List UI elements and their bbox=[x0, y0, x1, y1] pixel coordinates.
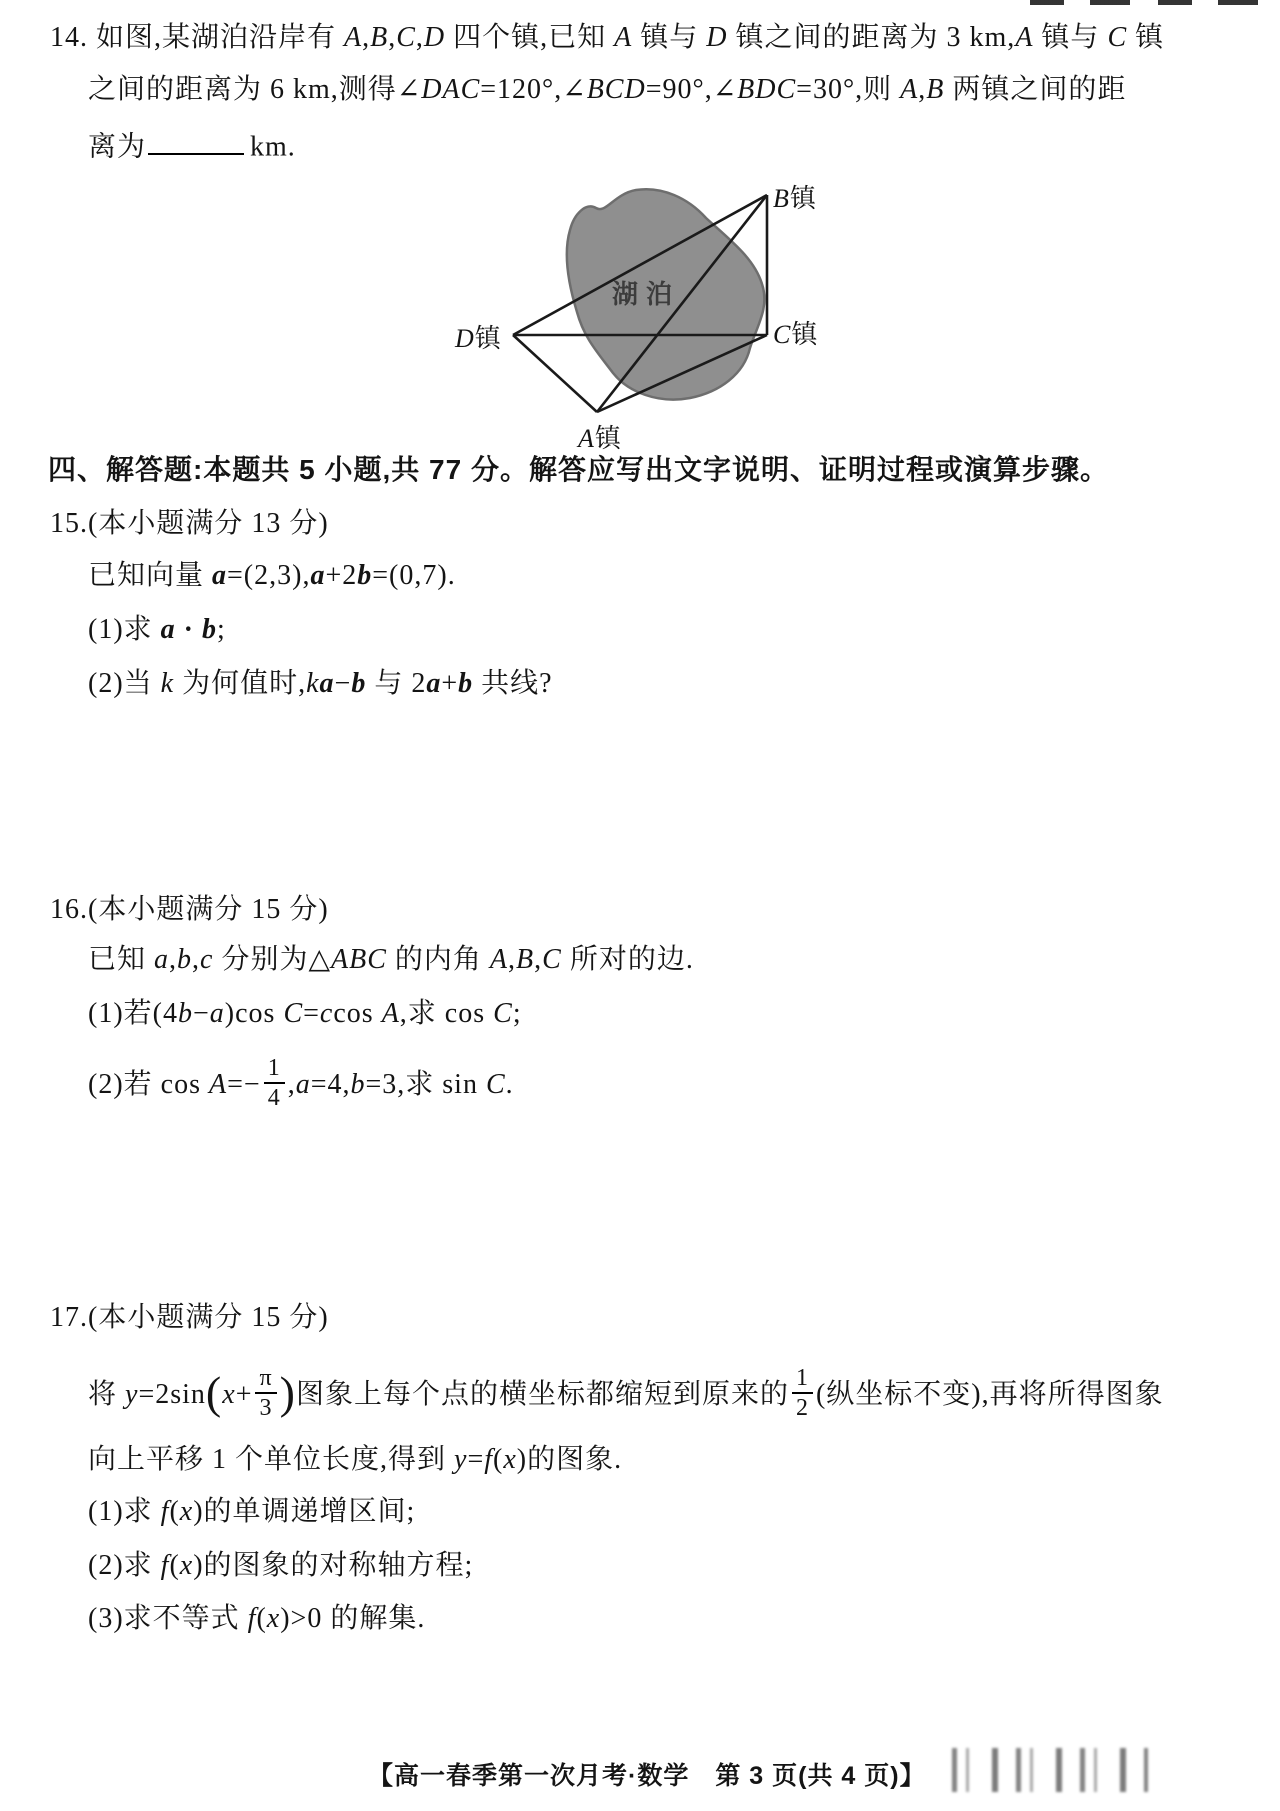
question-15-part-2: (2)当 k 为何值时,ka−b 与 2a+b 共线? bbox=[88, 668, 553, 699]
question-17-line-1: 将 y=2sin(x+ $\frac{\pi}{3}$ )图象上每个点的横坐标都缩短到原来的 $\frac{1}{2}$ (纵坐标不变),再将所得图象 bbox=[88, 1365, 1164, 1422]
question-17-line-2: 向上平移 1 个单位长度,得到 y=f(x)的图象. bbox=[88, 1444, 623, 1475]
question-17-part-2: (2)求 f(x)的图象的对称轴方程; bbox=[88, 1550, 474, 1581]
question-17-part-3: (3)求不等式 f(x)>0 的解集. bbox=[88, 1603, 426, 1634]
scan-edge-marks bbox=[1030, 0, 1280, 5]
question-14-line-1: 14. 如图,某湖泊沿岸有 A,B,C,D 四个镇,已知 A 镇与 D 镇之间的距离为 3 km,A 镇与 C 镇 bbox=[50, 22, 1165, 53]
question-16-given: 已知 a,b,c 分别为△ABC 的内角 A,B,C 所对的边. bbox=[88, 944, 694, 975]
question-17-head: 17.(本小题满分 15 分) bbox=[50, 1302, 329, 1333]
question-14-line-3: 离为 km. bbox=[88, 124, 296, 164]
question-15-part-1: (1)求 a · b; bbox=[88, 614, 226, 645]
question-15-head: 15.(本小题满分 13 分) bbox=[50, 508, 329, 539]
section-4-header: 四、解答题:本题共 5 小题,共 77 分。解答应写出文字说明、证明过程或演算步骤。 bbox=[48, 454, 1109, 485]
barcode-marks bbox=[952, 1748, 1148, 1792]
town-d-label: D镇 bbox=[455, 324, 502, 353]
question-16-part-1: (1)若(4b−a)cos C=ccos A,求 cos C; bbox=[88, 998, 522, 1029]
question-16-head: 16.(本小题满分 15 分) bbox=[50, 894, 329, 925]
question-17-part-1: (1)求 f(x)的单调递增区间; bbox=[88, 1496, 416, 1527]
question-14-line-2: 之间的距离为 6 km,测得∠DAC=120°,∠BCD=90°,∠BDC=30°,则 A,B 两镇之间的距 bbox=[88, 74, 1127, 105]
lake-figure bbox=[400, 152, 830, 452]
lake-label: 湖泊 bbox=[612, 279, 681, 309]
page-footer: 【高一春季第一次月考·数学 第 3 页(共 4 页)】 bbox=[368, 1762, 926, 1790]
question-16-part-2: (2)若 cos A=− $\frac{1}{4}$ ,a=4,b=3,求 sin C. bbox=[88, 1055, 514, 1112]
town-c-label: C镇 bbox=[773, 320, 819, 349]
question-15-given: 已知向量 a=(2,3),a+2b=(0,7). bbox=[88, 560, 456, 591]
town-b-label: B镇 bbox=[773, 184, 817, 213]
town-a-label: A镇 bbox=[578, 424, 622, 453]
